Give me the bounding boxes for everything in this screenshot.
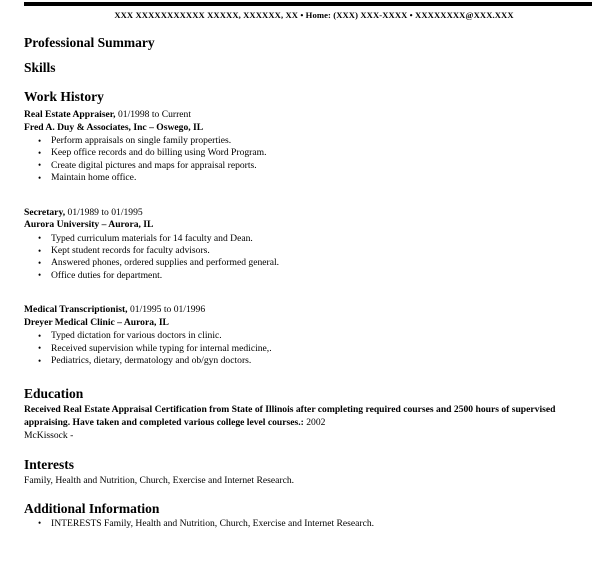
job-bullet: • Answered phones, ordered supplies and performed general.: [24, 257, 592, 269]
work-history-entry: [24, 304, 592, 367]
job-title: Real Estate Appraiser,: [24, 109, 116, 120]
section-heading-additional-information: Additional Information: [24, 500, 160, 516]
job-company: Dreyer Medical Clinic – Aurora, IL: [24, 316, 169, 328]
section-heading-education: Education: [24, 386, 84, 402]
job-bullet: • Create digital pictures and maps for appraisal reports.: [24, 160, 592, 172]
section-professional-summary: [24, 35, 592, 51]
interests-body: Family, Health and Nutrition, Church, Exercise and Internet Research.: [24, 475, 295, 487]
job-bullet: • Kept student records for faculty advisors.: [24, 245, 592, 257]
job-bullet: • Perform appraisals on single family properties.: [24, 135, 592, 147]
education-description: Received Real Estate Appraisal Certification from State of Illinois after completing required courses and 2500 hours of supervised appraising. Have taken and completed various college level courses.:: [24, 404, 556, 429]
section-skills: [24, 60, 592, 76]
section-additional-information: [24, 501, 592, 530]
job-company: Aurora University – Aurora, IL: [24, 219, 154, 231]
job-dates: 01/1989 to 01/1995: [67, 206, 143, 218]
additional-information-bullet: • INTERESTS Family, Health and Nutrition, Church, Exercise and Internet Research.: [24, 518, 592, 530]
job-title-line: [24, 109, 592, 122]
job-bullet-list: [24, 233, 592, 283]
job-bullet: • Office duties for department.: [24, 270, 592, 282]
work-history-entry: [24, 109, 592, 185]
job-bullet: • Typed curriculum materials for 14 faculty and Dean.: [24, 233, 592, 245]
section-interests: [24, 457, 592, 488]
education-description-line: [24, 404, 592, 429]
job-company: Fred A. Duy & Associates, Inc – Oswego, IL: [24, 121, 204, 133]
education-school: McKissock -: [24, 429, 74, 441]
job-bullet: • Received supervision while typing for internal medicine,.: [24, 343, 592, 355]
job-title: Secretary,: [24, 206, 66, 218]
job-dates: 01/1995 to 01/1996: [129, 304, 206, 316]
header-divider-rule: [24, 2, 592, 6]
additional-information-bullet-list: [24, 518, 592, 530]
section-heading-professional-summary: Professional Summary: [24, 35, 155, 50]
education-year: 2002: [306, 417, 326, 429]
job-bullet: • Keep office records and do billing using Word Program.: [24, 147, 592, 159]
work-history-entry: [24, 207, 592, 283]
job-dates: 01/1998 to Current: [118, 109, 192, 120]
job-bullet-list: [24, 330, 592, 367]
section-heading-interests: Interests: [24, 457, 74, 473]
resume-content: [0, 9, 616, 530]
job-title-line: [24, 304, 592, 317]
section-heading-skills: Skills: [24, 60, 56, 75]
section-work-history: [24, 89, 592, 367]
section-education: [24, 386, 592, 442]
job-bullet: • Maintain home office.: [24, 172, 592, 184]
job-bullet-list: [24, 135, 592, 185]
job-title: Medical Transcriptionist,: [24, 304, 128, 316]
job-bullet: • Typed dictation for various doctors in clinic.: [24, 330, 592, 342]
job-title-line: [24, 207, 592, 220]
section-heading-work-history: Work History: [24, 89, 104, 104]
contact-info-line: XXX XXXXXXXXXXX XXXXX, XXXXXX, XX • Home: (XXX) XXX-XXXX • XXXXXXXX@XXX.XXX: [114, 10, 514, 20]
job-bullet: • Pediatrics, dietary, dermatology and ob/gyn doctors.: [24, 355, 592, 367]
